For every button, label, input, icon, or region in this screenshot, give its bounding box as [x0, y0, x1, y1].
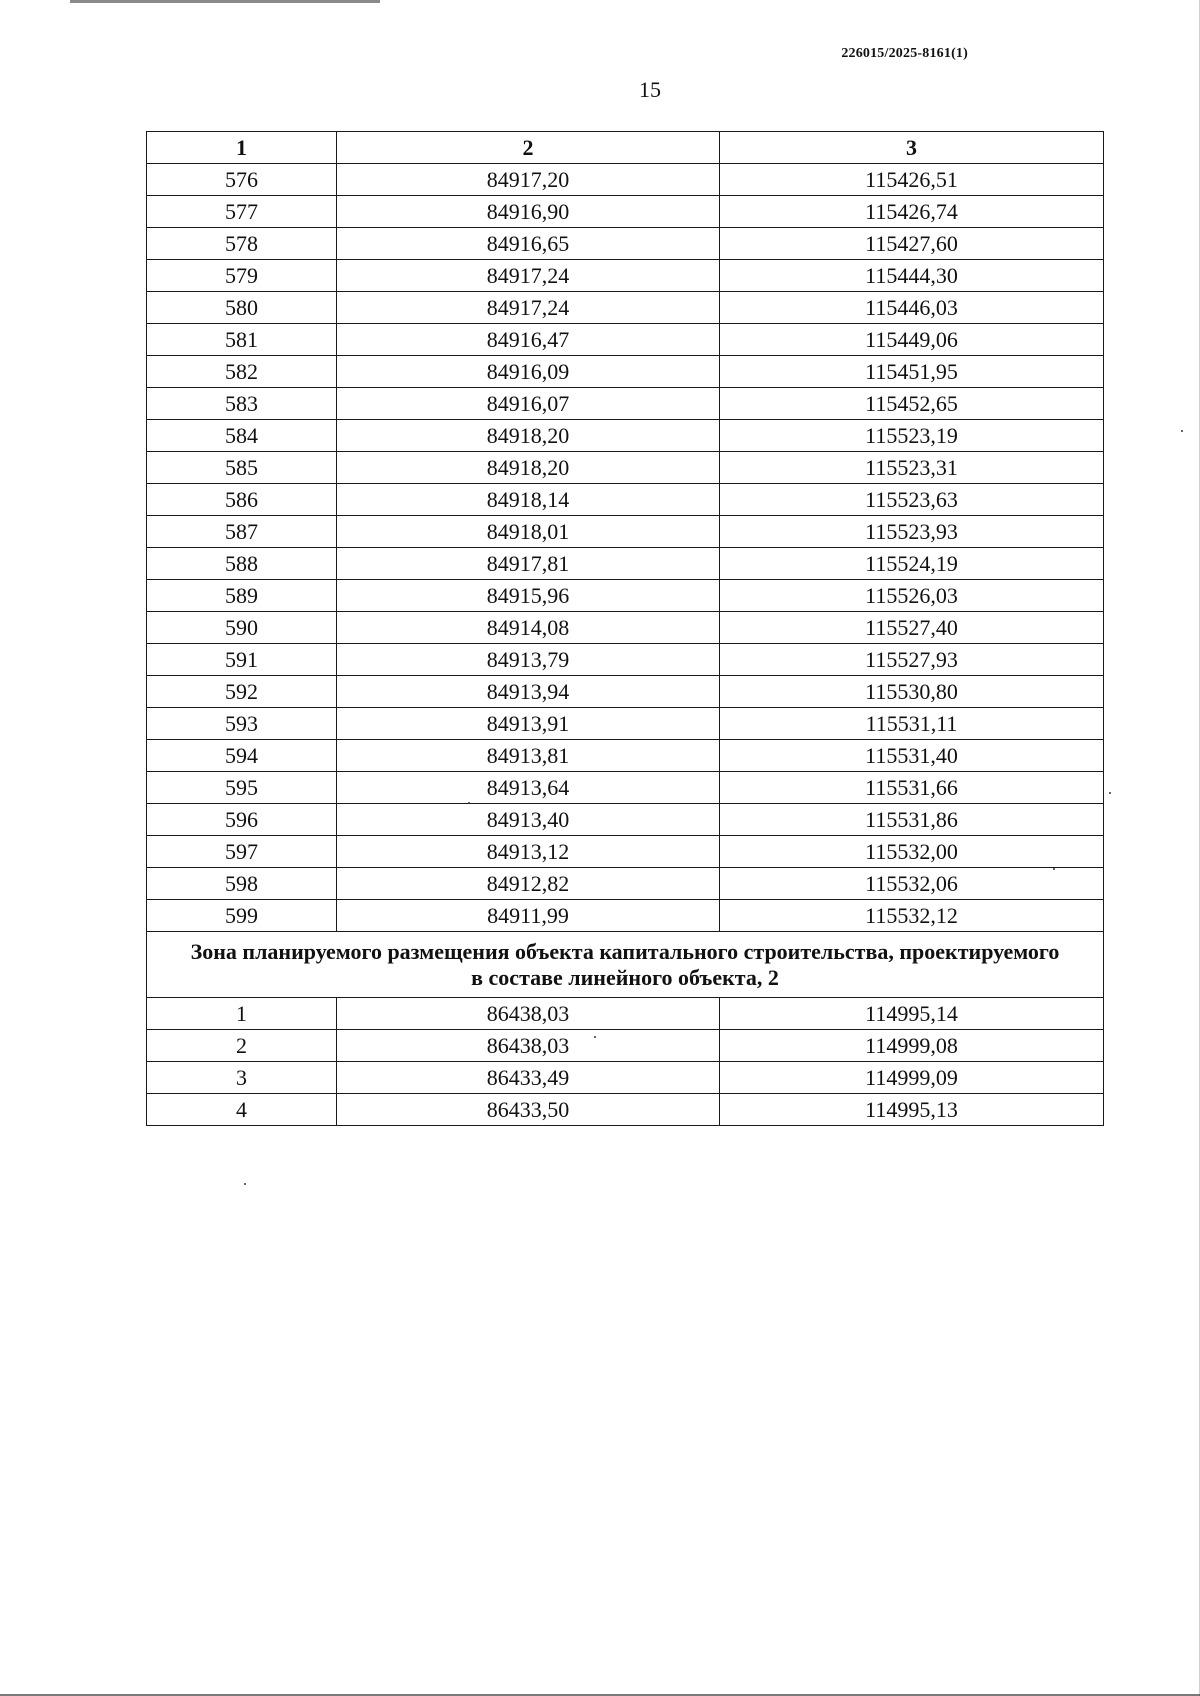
page-number: 15 — [639, 77, 661, 102]
y-coordinate-cell: 115531,40 — [720, 740, 1104, 772]
point-number-cell: 582 — [147, 356, 337, 388]
point-number-cell: 596 — [147, 804, 337, 836]
y-coordinate-cell: 115523,93 — [720, 516, 1104, 548]
table-row — [147, 484, 1104, 516]
y-coordinate-cell: 114999,09 — [720, 1062, 1104, 1094]
x-coordinate-cell: 84916,65 — [337, 228, 720, 260]
table-row — [147, 708, 1104, 740]
x-coordinate-cell: 84911,99 — [337, 900, 720, 932]
table-row — [147, 836, 1104, 868]
y-coordinate-cell: 115449,06 — [720, 324, 1104, 356]
table-row — [147, 1094, 1104, 1126]
x-coordinate-cell: 84917,24 — [337, 292, 720, 324]
y-coordinate-cell: 114999,08 — [720, 1030, 1104, 1062]
x-coordinate-cell: 84914,08 — [337, 612, 720, 644]
y-coordinate-cell: 115527,93 — [720, 644, 1104, 676]
point-number-cell: 599 — [147, 900, 337, 932]
y-coordinate-cell: 114995,14 — [720, 998, 1104, 1030]
column-header-y: 3 — [720, 132, 1104, 164]
y-coordinate-cell: 115452,65 — [720, 388, 1104, 420]
x-coordinate-cell: 84913,91 — [337, 708, 720, 740]
point-number-cell: 591 — [147, 644, 337, 676]
x-coordinate-cell: 86438,03 — [337, 998, 720, 1030]
point-number-cell: 578 — [147, 228, 337, 260]
table-body-part2 — [147, 998, 1104, 1126]
point-number-cell: 1 — [147, 998, 337, 1030]
document-number: 226015/2025-8161(1) — [841, 46, 968, 61]
point-number-cell: 2 — [147, 1030, 337, 1062]
column-header-x: 2 — [337, 132, 720, 164]
y-coordinate-cell: 115446,03 — [720, 292, 1104, 324]
point-number-cell: 577 — [147, 196, 337, 228]
y-coordinate-cell: 115444,30 — [720, 260, 1104, 292]
y-coordinate-cell: 115523,63 — [720, 484, 1104, 516]
x-coordinate-cell: 84913,81 — [337, 740, 720, 772]
point-number-cell: 586 — [147, 484, 337, 516]
point-number-cell: 585 — [147, 452, 337, 484]
table-row — [147, 260, 1104, 292]
y-coordinate-cell: 115451,95 — [720, 356, 1104, 388]
x-coordinate-cell: 84916,07 — [337, 388, 720, 420]
point-number-cell: 579 — [147, 260, 337, 292]
scan-speck — [468, 802, 470, 804]
x-coordinate-cell: 84917,81 — [337, 548, 720, 580]
point-number-cell: 590 — [147, 612, 337, 644]
table-row — [147, 420, 1104, 452]
column-header-point: 1 — [147, 132, 337, 164]
table-row — [147, 548, 1104, 580]
table-row — [147, 998, 1104, 1030]
point-number-cell: 4 — [147, 1094, 337, 1126]
section-title: Зона планируемого размещения объекта капитального строительства, проектируемого в составе линейного объекта, 2 — [147, 932, 1104, 998]
y-coordinate-cell: 115532,06 — [720, 868, 1104, 900]
x-coordinate-cell: 84912,82 — [337, 868, 720, 900]
table-row — [147, 804, 1104, 836]
y-coordinate-cell: 115523,19 — [720, 420, 1104, 452]
y-coordinate-cell: 115531,11 — [720, 708, 1104, 740]
x-coordinate-cell: 86433,50 — [337, 1094, 720, 1126]
table-row — [147, 868, 1104, 900]
table-row — [147, 388, 1104, 420]
x-coordinate-cell: 84916,47 — [337, 324, 720, 356]
point-number-cell: 576 — [147, 164, 337, 196]
x-coordinate-cell: 84918,20 — [337, 420, 720, 452]
x-coordinate-cell: 84915,96 — [337, 580, 720, 612]
point-number-cell: 588 — [147, 548, 337, 580]
x-coordinate-cell: 84918,14 — [337, 484, 720, 516]
point-number-cell: 580 — [147, 292, 337, 324]
table-body-part1 — [147, 164, 1104, 932]
y-coordinate-cell: 114995,13 — [720, 1094, 1104, 1126]
table-row — [147, 516, 1104, 548]
x-coordinate-cell: 84913,79 — [337, 644, 720, 676]
table-row — [147, 292, 1104, 324]
scan-speck — [1109, 792, 1111, 794]
y-coordinate-cell: 115523,31 — [720, 452, 1104, 484]
x-coordinate-cell: 84916,09 — [337, 356, 720, 388]
table-row — [147, 772, 1104, 804]
point-number-cell: 593 — [147, 708, 337, 740]
point-number-cell: 598 — [147, 868, 337, 900]
y-coordinate-cell: 115426,51 — [720, 164, 1104, 196]
point-number-cell: 587 — [147, 516, 337, 548]
x-coordinate-cell: 84917,20 — [337, 164, 720, 196]
x-coordinate-cell: 84918,20 — [337, 452, 720, 484]
table-row — [147, 196, 1104, 228]
table-row — [147, 164, 1104, 196]
point-number-cell: 589 — [147, 580, 337, 612]
x-coordinate-cell: 86433,49 — [337, 1062, 720, 1094]
table-section — [147, 932, 1104, 998]
table-row — [147, 228, 1104, 260]
table-row — [147, 900, 1104, 932]
table-row — [147, 1030, 1104, 1062]
table-row — [147, 644, 1104, 676]
y-coordinate-cell: 115526,03 — [720, 580, 1104, 612]
point-number-cell: 583 — [147, 388, 337, 420]
scan-speck — [1181, 430, 1183, 432]
point-number-cell: 581 — [147, 324, 337, 356]
y-coordinate-cell: 115532,12 — [720, 900, 1104, 932]
scan-edge-line — [70, 0, 380, 3]
scan-speck — [244, 1183, 246, 1185]
table-row — [147, 676, 1104, 708]
table-row — [147, 740, 1104, 772]
x-coordinate-cell: 84918,01 — [337, 516, 720, 548]
coordinates-table — [146, 131, 1104, 1126]
x-coordinate-cell: 84916,90 — [337, 196, 720, 228]
table-row — [147, 612, 1104, 644]
scan-speck — [1053, 868, 1055, 870]
x-coordinate-cell: 84913,12 — [337, 836, 720, 868]
y-coordinate-cell: 115426,74 — [720, 196, 1104, 228]
y-coordinate-cell: 115530,80 — [720, 676, 1104, 708]
y-coordinate-cell: 115427,60 — [720, 228, 1104, 260]
table-header-row — [147, 132, 1104, 164]
x-coordinate-cell: 84913,40 — [337, 804, 720, 836]
y-coordinate-cell: 115531,86 — [720, 804, 1104, 836]
point-number-cell: 595 — [147, 772, 337, 804]
section-header-row — [147, 932, 1104, 998]
point-number-cell: 594 — [147, 740, 337, 772]
table-row — [147, 356, 1104, 388]
y-coordinate-cell: 115531,66 — [720, 772, 1104, 804]
x-coordinate-cell: 84913,64 — [337, 772, 720, 804]
point-number-cell: 584 — [147, 420, 337, 452]
point-number-cell: 3 — [147, 1062, 337, 1094]
x-coordinate-cell: 84917,24 — [337, 260, 720, 292]
x-coordinate-cell: 86438,03 — [337, 1030, 720, 1062]
y-coordinate-cell: 115524,19 — [720, 548, 1104, 580]
table-row — [147, 324, 1104, 356]
y-coordinate-cell: 115527,40 — [720, 612, 1104, 644]
x-coordinate-cell: 84913,94 — [337, 676, 720, 708]
point-number-cell: 597 — [147, 836, 337, 868]
table-row — [147, 580, 1104, 612]
table-row — [147, 1062, 1104, 1094]
point-number-cell: 592 — [147, 676, 337, 708]
y-coordinate-cell: 115532,00 — [720, 836, 1104, 868]
table-row — [147, 452, 1104, 484]
scan-speck — [594, 1036, 596, 1038]
